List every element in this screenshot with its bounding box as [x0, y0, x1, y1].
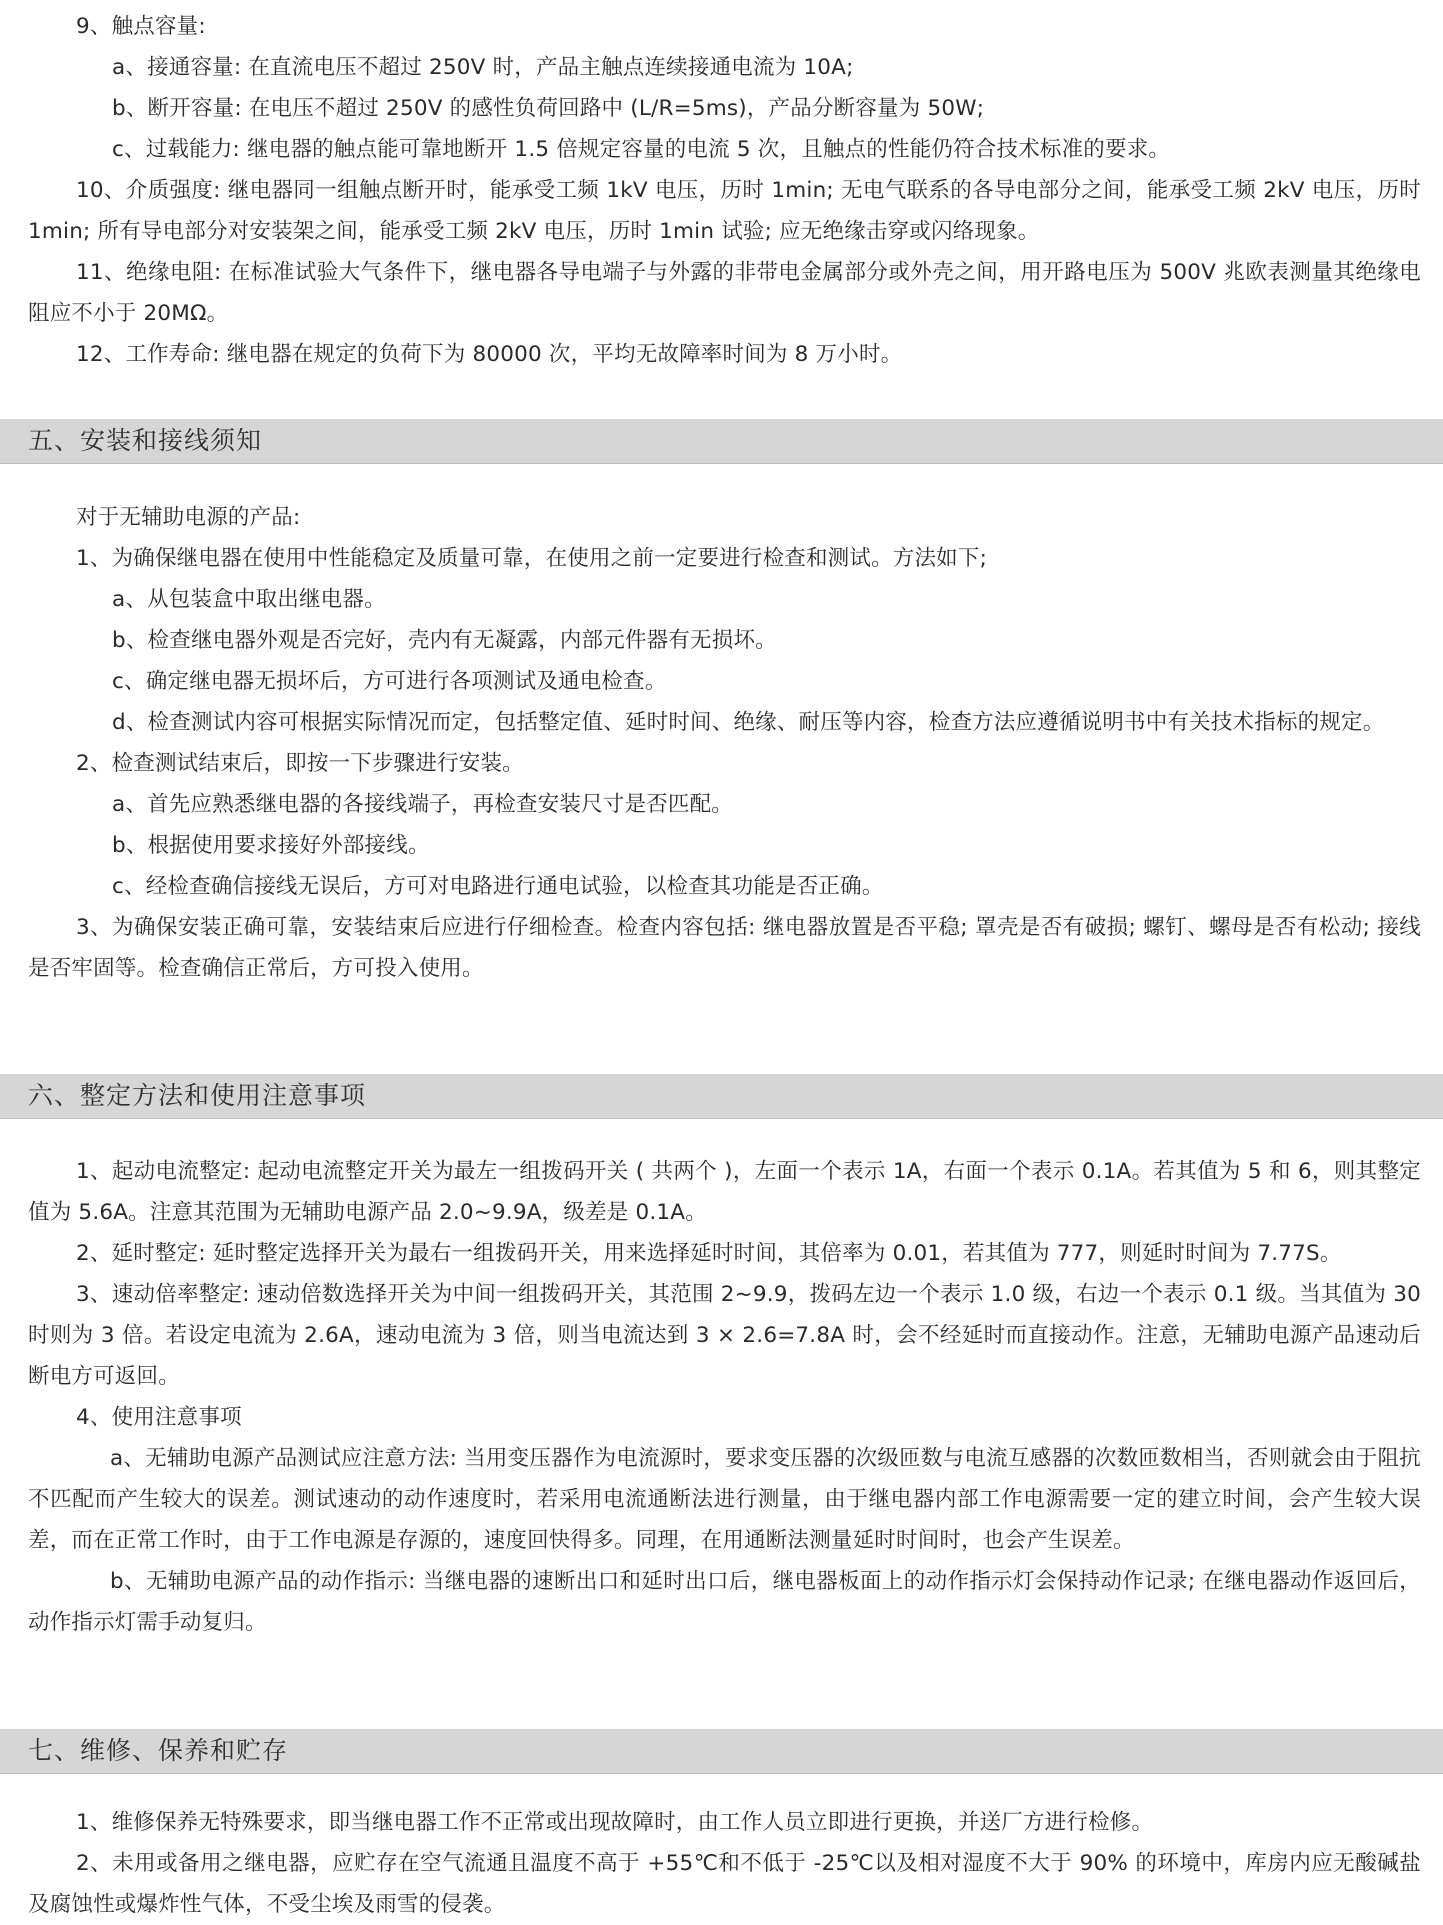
item9-a: a、接通容量: 在直流电压不超过 250V 时，产品主触点连续接通电流为 10A; — [112, 55, 854, 80]
section6-step4: 4、使用注意事项 — [76, 1405, 242, 1430]
item9-c: c、过载能力: 继电器的触点能可靠地断开 1.5 倍规定容量的电流 5 次，且触点的性能仍符合技术标准的要求。 — [112, 137, 1171, 162]
section6-step1: 1、起动电流整定: 起动电流整定开关为最左一组拨码开关 ( 共两个 )，左面一个表示 1A，右面一个表示 0.1A。若其值为 5 和 6，则其整定值为 5.6A。注意其范围为无辅助电源产品 2.0~9.9A，级差是 0.1A。 — [28, 1159, 1421, 1225]
section5-step1-d: d、检查测试内容可根据实际情况而定，包括整定值、延时时间、绝缘、耐压等内容，检查方法应遵循说明书中有关技术指标的规定。 — [112, 710, 1385, 735]
section5-step1: 1、为确保继电器在使用中性能稳定及质量可靠，在使用之前一定要进行检查和测试。方法如下; — [76, 546, 988, 571]
section5-step3: 3、为确保安装正确可靠，安装结束后应进行仔细检查。检查内容包括: 继电器放置是否平稳; 罩壳是否有破损; 螺钉、螺母是否有松动; 接线是否牢固等。检查确信正常后，方可投入使用。 — [28, 915, 1421, 981]
section6-step4-a: a、无辅助电源产品测试应注意方法: 当用变压器作为电流源时，要求变压器的次级匝数与电流互感器的次数匝数相当，否则就会由于阻抗不匹配而产生较大的误差。测试速动的动作速度时，若采用电流通断法进行测量，由于继电器内部工作电源需要一定的建立时间，会产生较大误差，而在正常工作时，由于工作电源是存源的，速度回快得多。同理，在用通断法测量延时时间时，也会产生误差。 — [28, 1446, 1421, 1553]
section6-title: 六、整定方法和使用注意事项 — [28, 1081, 367, 1110]
section5-title: 五、安装和接线须知 — [28, 426, 263, 455]
section5-step1-a: a、从包装盒中取出继电器。 — [112, 587, 386, 612]
item9-title: 9、触点容量: — [76, 14, 206, 39]
section6-header — [0, 1074, 1443, 1119]
item11: 11、绝缘电阻: 在标准试验大气条件下，继电器各导电端子与外露的非带电金属部分或外壳之间，用开路电压为 500V 兆欧表测量其绝缘电阻应不小于 20MΩ。 — [28, 260, 1421, 326]
section5-step1-c: c、确定继电器无损坏后，方可进行各项测试及通电检查。 — [112, 669, 667, 694]
section5-step1-b: b、检查继电器外观是否完好，壳内有无凝露，内部元件器有无损坏。 — [112, 628, 777, 653]
section5-step2-c: c、经检查确信接线无误后，方可对电路进行通电试验，以检查其功能是否正确。 — [112, 874, 884, 899]
section6-step3: 3、速动倍率整定: 速动倍数选择开关为中间一组拨码开关，其范围 2~9.9，拨码左边一个表示 1.0 级，右边一个表示 0.1 级。当其值为 30 时则为 3 倍。若设定电流为 2.6A，速动电流为 3 倍，则当电流达到 3 × 2.6=7.8A 时，会不经延时而直接动作。注意，无辅助电源产品速动后断电方可返回。 — [28, 1282, 1421, 1389]
section7-header — [0, 1729, 1443, 1774]
section7-step2: 2、未用或备用之继电器，应贮存在空气流通且温度不高于 +55℃和不低于 -25℃以及相对湿度不大于 90% 的环境中，库房内应无酸碱盐及腐蚀性或爆炸性气体，不受尘埃及雨雪的侵袭。 — [28, 1851, 1421, 1917]
section5-header — [0, 419, 1443, 464]
item12: 12、工作寿命: 继电器在规定的负荷下为 80000 次，平均无故障率时间为 8 万小时。 — [76, 342, 903, 367]
section6-step4-b: b、无辅助电源产品的动作指示: 当继电器的速断出口和延时出口后，继电器板面上的动作指示灯会保持动作记录; 在继电器动作返回后，动作指示灯需手动复归。 — [28, 1569, 1421, 1635]
section6-step2: 2、延时整定: 延时整定选择开关为最右一组拨码开关，用来选择延时时间，其倍率为 0.01，若其值为 777，则延时时间为 7.77S。 — [76, 1241, 1342, 1266]
section5-body — [0, 497, 1443, 989]
section6-body — [0, 1151, 1443, 1643]
section7-title: 七、维修、保养和贮存 — [28, 1736, 289, 1765]
section5-step2-a: a、首先应熟悉继电器的各接线端子，再检查安装尺寸是否匹配。 — [112, 792, 733, 817]
section5-step2-b: b、根据使用要求接好外部接线。 — [112, 833, 430, 858]
section7-body — [0, 1802, 1443, 1925]
specs-block — [0, 6, 1443, 375]
item9-b: b、断开容量: 在电压不超过 250V 的感性负荷回路中 (L/R=5ms)，产品分断容量为 50W; — [112, 96, 985, 121]
section7-step1: 1、维修保养无特殊要求，即当继电器工作不正常或出现故障时，由工作人员立即进行更换，并送厂方进行检修。 — [76, 1810, 1154, 1835]
section5-intro: 对于无辅助电源的产品: — [76, 505, 301, 530]
item10: 10、介质强度: 继电器同一组触点断开时，能承受工频 1kV 电压，历时 1min; 无电气联系的各导电部分之间，能承受工频 2kV 电压，历时 1min; 所有导电部分对安装架之间，能承受工频 2kV 电压，历时 1min 试验; 应无绝缘击穿或闪络现象。 — [28, 178, 1421, 244]
section5-step2: 2、检查测试结束后，即按一下步骤进行安装。 — [76, 751, 524, 776]
